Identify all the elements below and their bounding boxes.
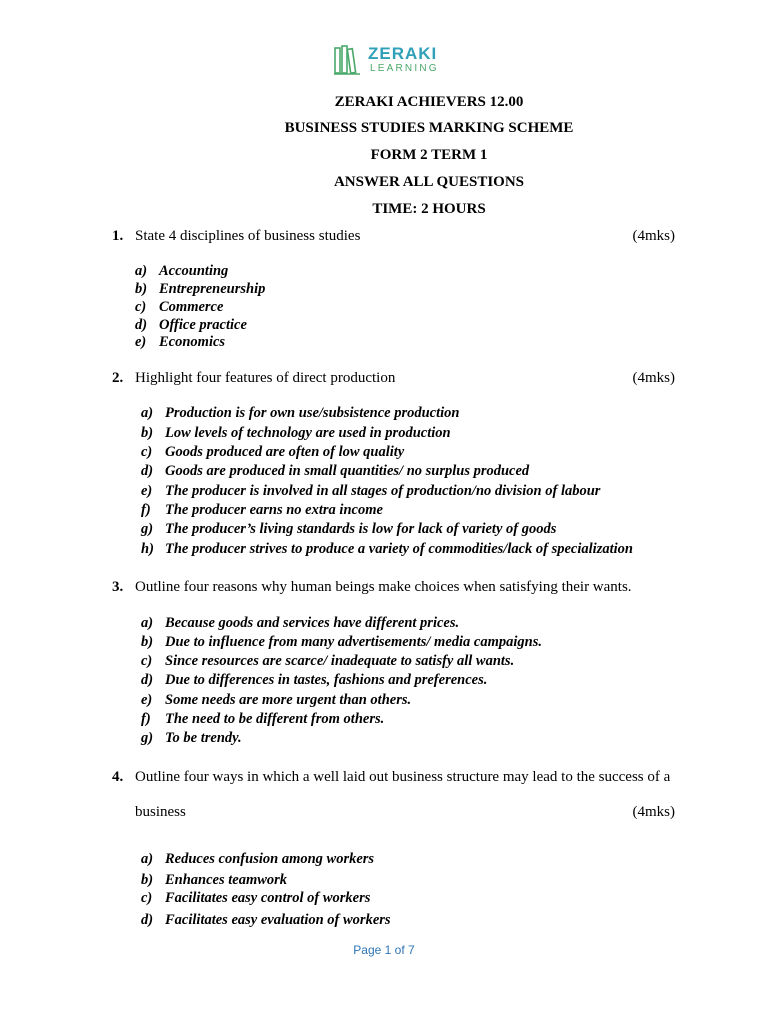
answer-text: Economics — [159, 334, 226, 350]
answer-item — [141, 444, 404, 461]
answer-label: c) — [141, 890, 153, 906]
question-number: 1. — [112, 228, 124, 244]
answer-text: Some needs are more urgent than others. — [165, 692, 412, 708]
answer-label: a) — [141, 615, 154, 631]
answer-text: Accounting — [159, 263, 229, 279]
answer-label: e) — [141, 483, 153, 499]
answer-item — [141, 653, 514, 670]
exam-time: TIME: 2 HOURS — [372, 201, 486, 217]
answer-text: Production is for own use/subsistence production — [165, 405, 460, 421]
answer-label: d) — [141, 463, 154, 479]
answer-item — [141, 405, 459, 422]
answer-item — [141, 851, 374, 868]
answer-label: d) — [141, 672, 154, 688]
answer-text: Goods are produced in small quantities/ no surplus produced — [165, 463, 530, 479]
answer-item — [141, 872, 287, 889]
exam-title: ZERAKI ACHIEVERS 12.00 — [334, 94, 524, 110]
question-marks: (4mks) — [632, 804, 675, 820]
answer-text: The producer strives to produce a variety of commodities/lack of specialization — [165, 541, 633, 557]
answer-text: Goods produced are often of low quality — [165, 444, 405, 460]
answer-label: b) — [135, 281, 148, 297]
answer-text: Entrepreneurship — [159, 281, 266, 297]
answer-label: b) — [141, 872, 154, 888]
question-number: 4. — [112, 769, 124, 785]
answer-item — [135, 317, 247, 334]
answer-item — [141, 425, 451, 442]
answer-label: b) — [141, 425, 154, 441]
question-number: 3. — [112, 579, 124, 595]
answer-label: d) — [135, 317, 148, 333]
form-term: FORM 2 TERM 1 — [370, 147, 488, 163]
answer-label: a) — [141, 405, 154, 421]
answer-item — [141, 711, 384, 728]
answer-label: e) — [135, 334, 147, 350]
instructions: ANSWER ALL QUESTIONS — [333, 174, 525, 190]
answer-text: Due to differences in tastes, fashions and preferences. — [165, 672, 488, 688]
answer-item — [141, 615, 459, 632]
answer-label: g) — [141, 730, 154, 746]
page-number: Page 1 of 7 — [353, 943, 415, 957]
answer-label: b) — [141, 634, 154, 650]
question-text: Highlight four features of direct production — [135, 370, 396, 386]
answer-item — [135, 281, 265, 298]
answer-item — [141, 672, 487, 689]
scheme-title: BUSINESS STUDIES MARKING SCHEME — [284, 120, 574, 136]
answer-label: f) — [141, 502, 151, 518]
question-marks: (4mks) — [632, 370, 675, 386]
answer-item — [141, 502, 383, 519]
zeraki-logo — [333, 44, 443, 76]
answer-item — [135, 263, 228, 280]
answer-item — [141, 692, 411, 709]
answer-text: Due to influence from many advertisements/ media campaigns. — [165, 634, 542, 650]
answer-text: Commerce — [159, 299, 224, 315]
answer-item — [141, 634, 542, 651]
question-number: 2. — [112, 370, 124, 386]
logo-brand: ZERAKI — [368, 44, 438, 63]
logo-subtitle: LEARNING — [370, 63, 439, 74]
question-text-continued: business — [135, 804, 186, 820]
answer-item — [141, 541, 633, 558]
answer-label: a) — [135, 263, 148, 279]
answer-label: f) — [141, 711, 151, 727]
answer-text: Since resources are scarce/ inadequate to satisfy all wants. — [165, 653, 515, 669]
answer-text: Facilitates easy control of workers — [165, 890, 371, 906]
answer-text: Office practice — [159, 317, 247, 333]
question-text: Outline four ways in which a well laid out business structure may lead to the success of a — [135, 769, 671, 785]
question-text: State 4 disciplines of business studies — [135, 228, 361, 244]
answer-item — [141, 730, 242, 747]
answer-label: c) — [135, 299, 147, 315]
answer-label: c) — [141, 444, 153, 460]
answer-label: g) — [141, 521, 154, 537]
question-text: Outline four reasons why human beings make choices when satisfying their wants. — [135, 579, 632, 595]
answer-label: c) — [141, 653, 153, 669]
answer-label: e) — [141, 692, 153, 708]
answer-item — [141, 483, 600, 500]
answer-label: d) — [141, 912, 154, 928]
answer-item — [135, 299, 223, 316]
answer-item — [141, 890, 370, 907]
answer-text: Facilitates easy evaluation of workers — [165, 912, 391, 928]
answer-text: Low levels of technology are used in production — [165, 425, 451, 441]
answer-text: Because goods and services have different prices. — [165, 615, 460, 631]
books-icon — [333, 44, 363, 76]
answer-text: Reduces confusion among workers — [165, 851, 375, 867]
answer-label: a) — [141, 851, 154, 867]
answer-text: The producer’s living standards is low for lack of variety of goods — [165, 521, 557, 537]
answer-item — [141, 463, 529, 480]
answer-text: Enhances teamwork — [165, 872, 288, 888]
answer-text: To be trendy. — [165, 730, 242, 746]
answer-item — [135, 334, 225, 351]
question-marks: (4mks) — [632, 228, 675, 244]
answer-text: The producer is involved in all stages of production/no division of labour — [165, 483, 601, 499]
answer-item — [141, 912, 391, 929]
answer-label: h) — [141, 541, 154, 557]
answer-item — [141, 521, 556, 538]
answer-text: The need to be different from others. — [165, 711, 385, 727]
answer-text: The producer earns no extra income — [165, 502, 383, 518]
